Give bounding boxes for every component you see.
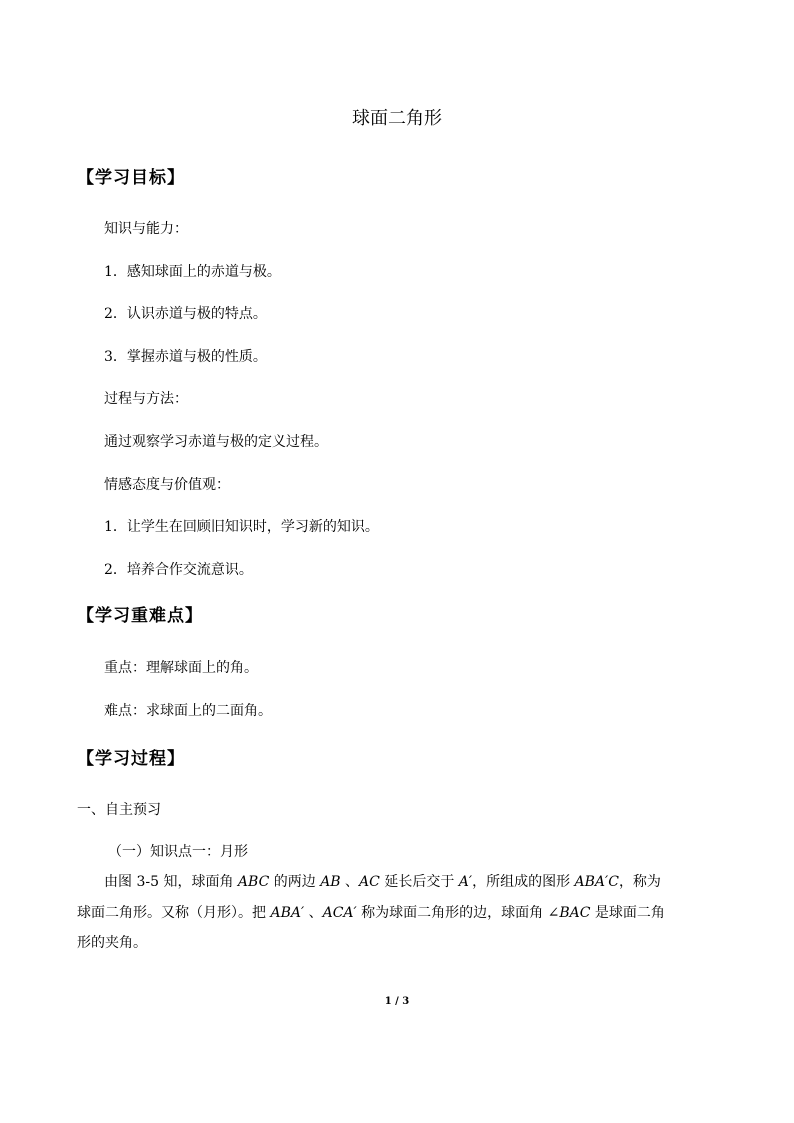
text-run: ，所组成的图形 — [472, 874, 575, 890]
knowledge-item: 3．掌握赤道与极的性质。 — [104, 349, 267, 365]
math-expr: AC — [359, 874, 380, 890]
knowledge-item: 1．感知球面上的赤道与极。 — [104, 264, 281, 280]
heading-learning-process: 【学习过程】 — [77, 749, 185, 769]
text-run: 由图 3-5 知，球面角 — [104, 874, 238, 890]
heading-learning-goals: 【学习目标】 — [77, 168, 185, 188]
emotion-item: 2．培养合作交流意识。 — [104, 562, 253, 578]
focus-point: 重点：理解球面上的角。 — [104, 660, 258, 676]
math-expr: ∠BAC — [547, 905, 591, 921]
text-run: 、 — [304, 905, 323, 921]
math-expr: ABA′C — [574, 874, 619, 890]
math-expr: A′ — [458, 874, 473, 890]
paragraph-line — [104, 871, 661, 891]
process-method-text: 通过观察学习赤道与极的定义过程。 — [104, 434, 328, 450]
math-expr: AB — [320, 874, 341, 890]
part-title: 一、自主预习 — [77, 802, 161, 818]
page-number: 1 / 3 — [384, 996, 410, 1007]
text-run: ，称为 — [618, 874, 661, 890]
text-run: 球面二角形。又称（月形）。把 — [77, 905, 271, 921]
text-run: 、 — [340, 874, 360, 890]
difficult-point: 难点：求球面上的二面角。 — [104, 703, 272, 719]
knowledge-item: 2．认识赤道与极的特点。 — [104, 306, 267, 322]
text-run: 的两边 — [269, 874, 321, 890]
paragraph-line — [77, 902, 665, 922]
text-run: 称为球面二角形的边，球面角 — [356, 905, 548, 921]
process-method-label: 过程与方法： — [104, 391, 188, 407]
math-expr: ACA′ — [322, 905, 357, 921]
subpart-title: （一）知识点一：月形 — [108, 844, 248, 860]
emotion-label: 情感态度与价值观： — [104, 477, 230, 493]
paragraph-line: 形的夹角。 — [77, 935, 147, 951]
text-run: 延长后交于 — [379, 874, 459, 890]
math-expr: ABA′ — [270, 905, 305, 921]
text-run: 是球面二角 — [590, 905, 665, 921]
math-expr: ABC — [237, 874, 270, 890]
heading-key-points: 【学习重难点】 — [77, 606, 203, 626]
knowledge-label: 知识与能力： — [104, 221, 188, 237]
document-title: 球面二角形 — [352, 108, 442, 129]
emotion-item: 1．让学生在回顾旧知识时，学习新的知识。 — [104, 519, 379, 535]
